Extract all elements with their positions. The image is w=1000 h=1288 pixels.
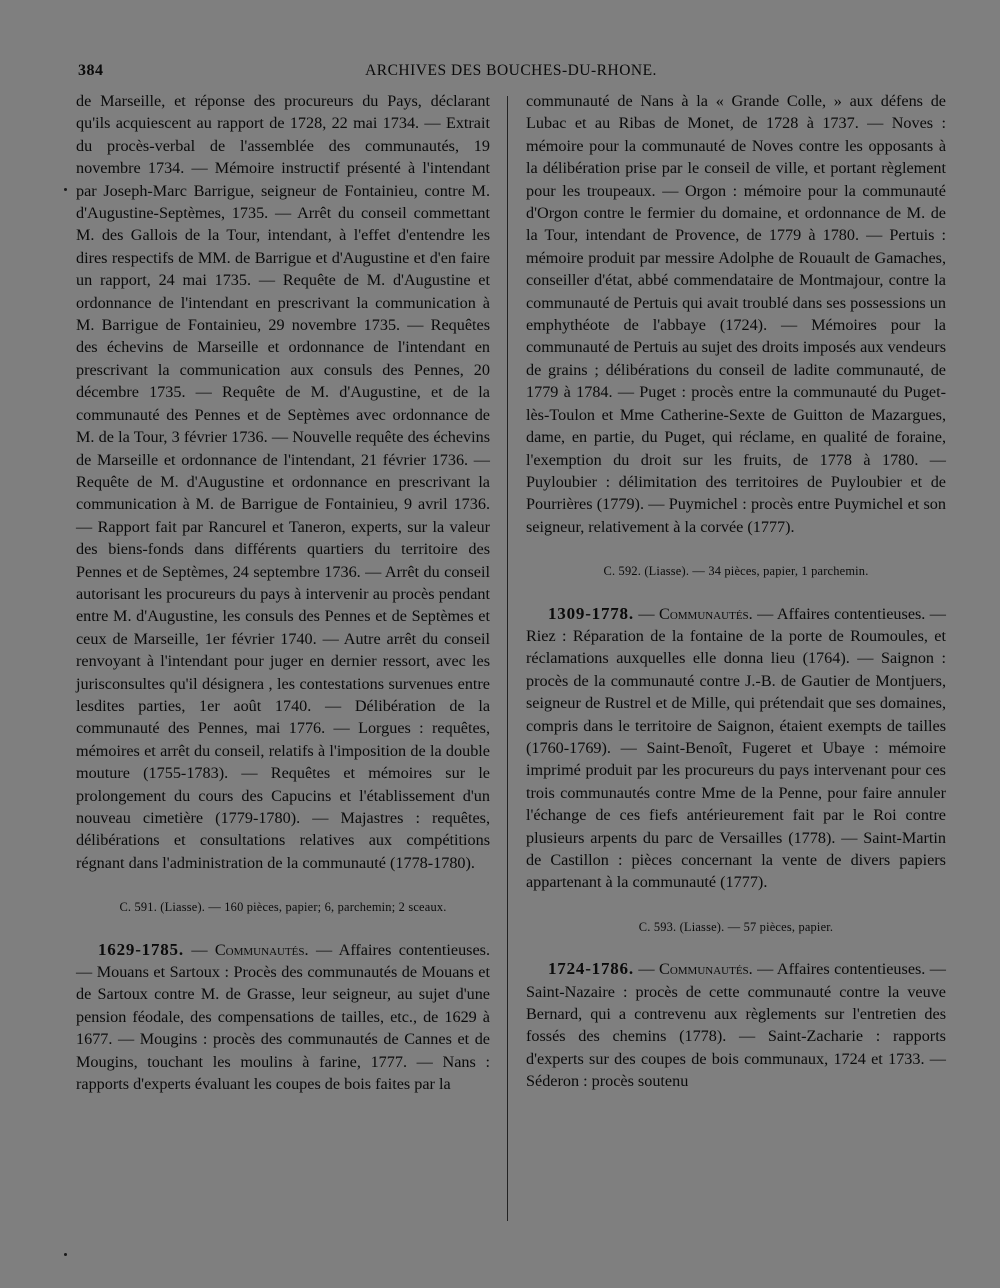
page-header [78, 62, 944, 86]
left-column [76, 90, 490, 1095]
left-continuation-paragraph: de Marseille, et réponse des procureurs du Pays, déclarant qu'ils acquiescent au rapport de 1728, 22 mai 1734. — Extrait du procès-verbal de l'assemblée des communautés, 19 novembre 1734. — Mémoire instructif présenté à l'intendant par Joseph-Marc Barrigue, seigneur de Fontainieu, contre M. d'Augustine-Septèmes, 1735. — Arrêt du conseil commettant M. des Gallois de la Tour, intendant, à l'effet d'entendre les dires respectifs de MM. de Barrigue et d'Augustine et d'en faire un rapport, 24 mai 1735. — Requête de M. d'Augustine et ordonnance de l'intendant en prescrivant la communication à M. Barrigue de Fontainieu, 29 novembre 1735. — Requêtes des échevins de Marseille et ordonnance de l'intendant en prescrivant la communication aux consuls des Pennes, 20 décembre 1735. — Requête de M. d'Augustine, et de la communauté des Pennes et de Septèmes avec ordonnance de M. de la Tour, 3 février 1736. — Nouvelle requête des échevins de Marseille et ordonnance de l'intendant, 21 février 1736. — Requête de M. d'Augustine et ordonnance en prescrivant la communication à M. de Barrigue de Fontainieu, 9 avril 1736. — Rapport fait par Rancurel et Taneron, experts, sur la valeur des biens-fonds dans différents quartiers du territoire des Pennes et de Septèmes, 24 septembre 1736. — Arrêt du conseil autorisant les procureurs du pays à intervenir au procès pendant entre M. d'Augustine, les consuls des Pennes et de Septèmes et ceux de Marseille, 1er février 1740. — Autre arrêt du conseil renvoyant à l'intendant pour juger en dernier ressort, avec les jurisconsultes qu'il désignera , les contestations survenues entre lesdites parties, 1er août 1740. — Délibération de la communauté des Pennes, mai 1776. — Lorgues : requêtes, mémoires et arrêt du conseil, relatifs à l'imposition de la double mouture (1755-1783). — Requêtes et mémoires sur le prolongement du cours des Capucins et l'établissement d'un nouveau cimetière (1779-1780). — Majastres : requêtes, délibérations et consultations relatives aux compétitions régnant dans l'administration de la communauté (1778-1780). [76, 92, 490, 872]
article-body: — Affaires contentieuses. — Saint-Nazaire : procès de cette communauté contre la veuve Bernard, qui a contrevenu aux règlements sur l'entretien des fossés des chemins (1778). — Saint-Zacharie : rapports d'experts sur des coupes de bois communaux, 1724 et 1733. — Séderon : procès soutenu [526, 960, 946, 1091]
cote-c591: C. 591. (Liasse). — 160 pièces, papier; 6, parchemin; 2 sceaux. [119, 900, 447, 915]
scan-speck [64, 1253, 67, 1256]
right-column [526, 90, 946, 1093]
article-date: 1724-1786. [548, 959, 634, 979]
article-category: — Communautés. [191, 940, 309, 959]
right-continuation-paragraph: communauté de Nans à la « Grande Colle, » aux défens de Lubac et au Ribas de Monet, de 1728 à 1737. — Noves : mémoire pour la communauté de Noves contre les opposants à la délibération prise par le conseil de ville, et portant règlement pour les troupeaux. — Orgon : mémoire pour la communauté d'Orgon contre le fermier du domaine, et ordonnance de M. de la Tour, intendant de Provence, de 1779 à 1780. — Pertuis : mémoire produit par messire Adolphe de Rouault de Gamaches, conseiller d'état, abbé commendataire de Montmajour, contre la communauté de Pertuis qui avait troublé dans ses possessions un emphythéote de l'abbaye (1724). — Mémoires pour la communauté de Pertuis au sujet des droits imposés aux vendeurs de grains ; délibérations du conseil de ladite communauté, de 1779 à 1784. — Puget : procès entre la communauté du Puget-lès-Toulon et Mme Catherine-Sexte de Guitton de Mazargues, dame, en partie, du Puget, qui réclame, en qualité de foraine, l'exemption du droit sur les fruits, de 1778 à 1780. — Puyloubier : délimitation des territoires de Puyloubier et de Pourrières (1779). — Puymichel : procès entre Puymichel et son seigneur, relativement à la corvée (1777). [526, 92, 946, 536]
article-body: — Affaires contentieuses. — Riez : Réparation de la fontaine de la porte de Roumoules, et réclamations auxquelles elle donna lieu (1764). — Saignon : procès de la communauté contre J.-B. de Gautier de Montjuers, seigneur de Rustrel et de Mille, qui prétendait que ses domaines, compris dans le territoire de Saignon, étaient exempts de tailles (1760-1769). — Saint-Benoît, Fugeret et Ubaye : mémoire imprimé produit par les procureurs du pays intervenant pour ces trois communautés contre Mme de la Penne, pour faire annuler l'échange de ces fiefs antérieurement fait par le Roi contre plusieurs arpents du parc de Versailles (1778). — Saint-Martin de Castillon : pièces concernant la vente de divers papiers appartenant à la communauté (1777). [526, 604, 946, 892]
running-title: ARCHIVES DES BOUCHES-DU-RHONE. [365, 62, 657, 79]
article-category: — Communautés. [638, 960, 753, 979]
article-category: — Communautés. [638, 604, 753, 623]
article-body: — Affaires contentieuses. — Mouans et Sartoux : Procès des communautés de Mouans et de Sartoux contre M. de Grasse, leur seigneur, au sujet d'une pension féodale, des compensations de tailles, etc., de 1629 à 1677. — Mougins : procès des communautés de Cannes et de Mougins, touchant les moulins à farine, 1777. — Nans : rapports d'experts évaluant les coupes de bois faites par la [76, 940, 490, 1094]
column-divider [507, 96, 508, 1221]
article-1629-1785 [76, 939, 490, 1096]
page-number: 384 [78, 62, 104, 79]
article-1309-1778 [526, 603, 946, 894]
cote-c593: C. 593. (Liasse). — 57 pièces, papier. [638, 919, 834, 934]
article-date: 1629-1785. [98, 939, 184, 959]
article-date: 1309-1778. [548, 603, 634, 623]
cote-c592: C. 592. (Liasse). — 34 pièces, papier, 1 parchemin. [603, 564, 869, 579]
scan-speck [64, 188, 67, 191]
article-1724-1786 [526, 958, 946, 1092]
